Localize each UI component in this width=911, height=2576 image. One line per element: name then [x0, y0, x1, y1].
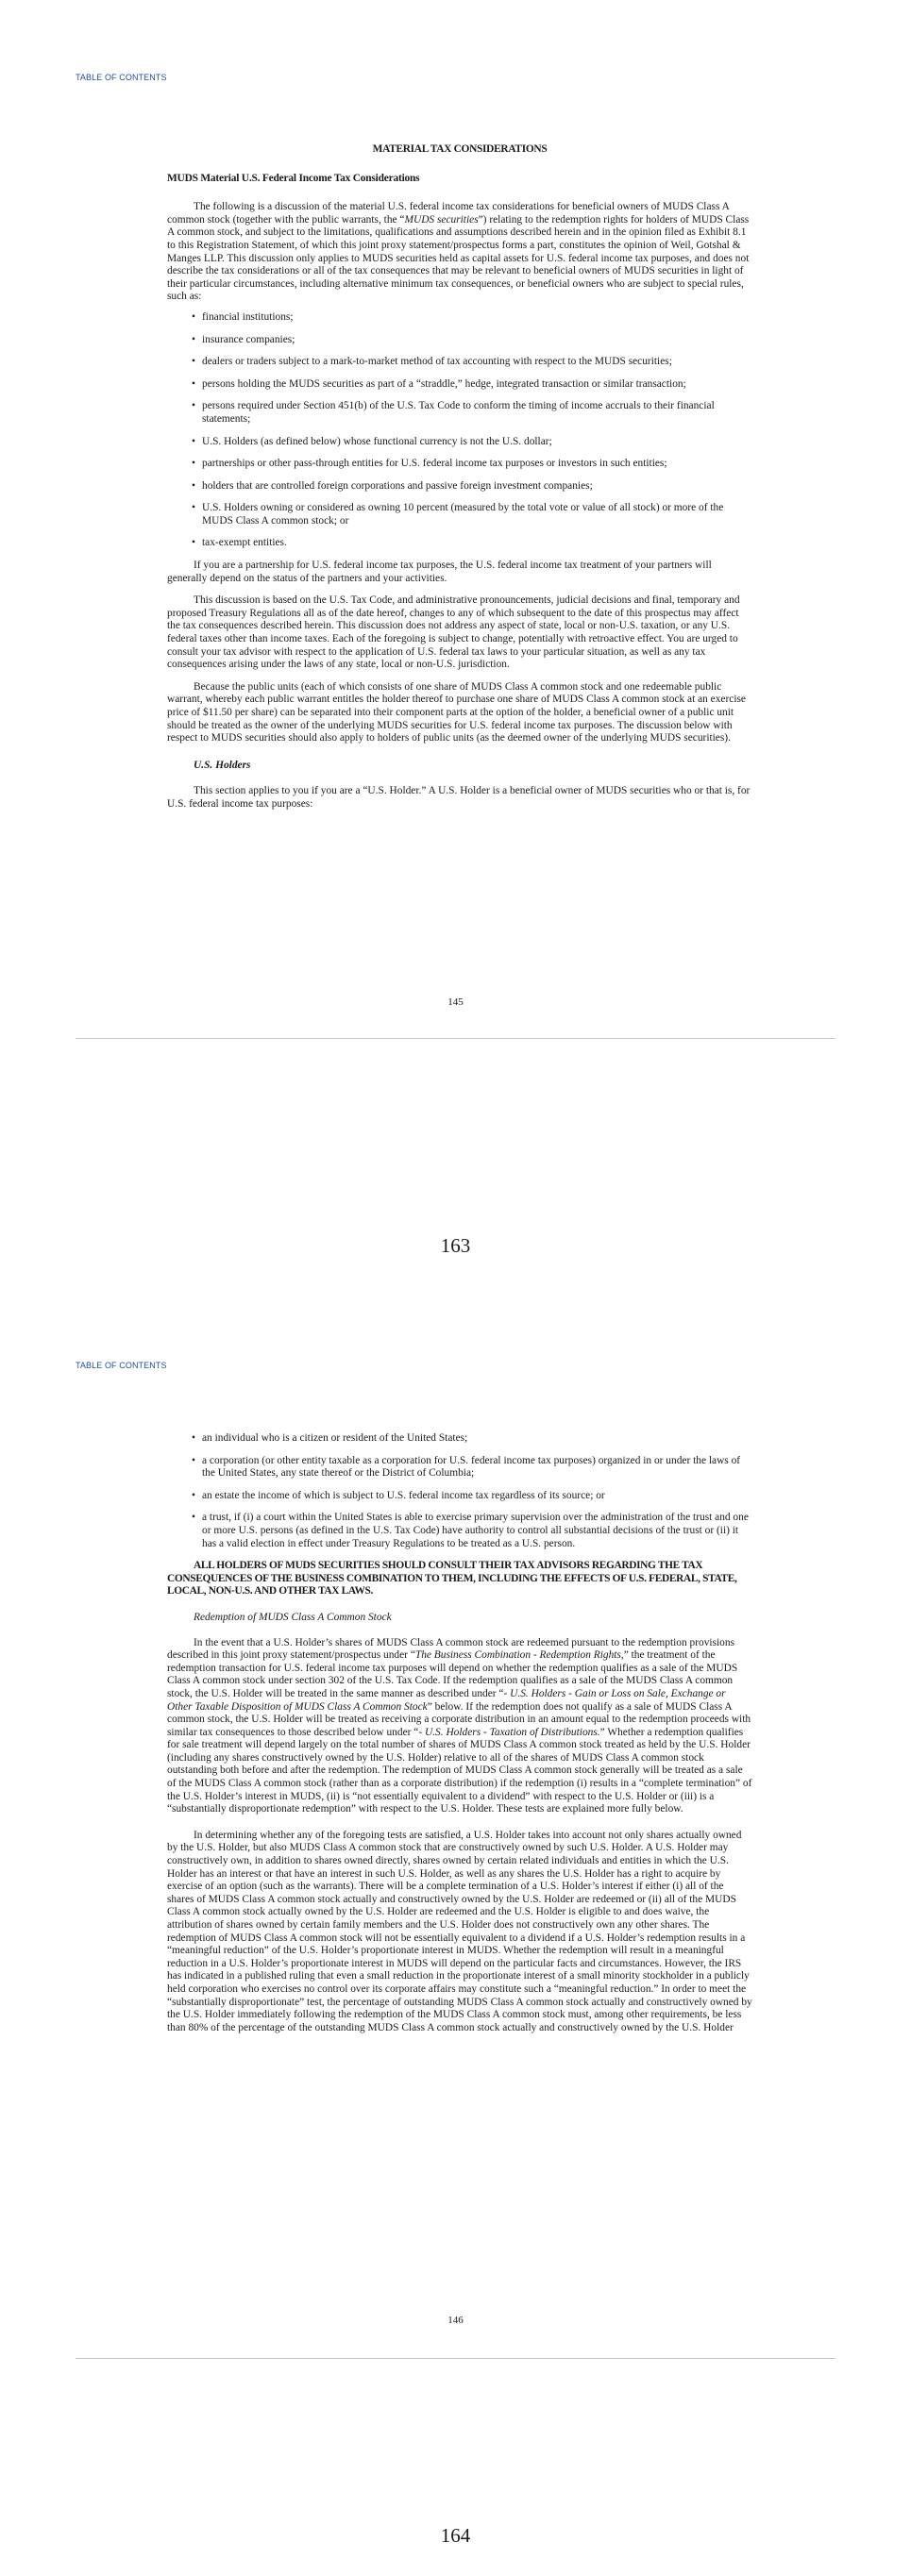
list-item: • persons required under Section 451(b) of the U.S. Tax Code to conform the timing of income accruals to their financial statements; [192, 400, 715, 425]
tax-advisor-notice: ALL HOLDERS OF MUDS SECURITIES SHOULD CONSULT THEIR TAX ADVISORS REGARDING THE TAX CONSEQUENCES OF THE BUSINESS COMBINATION TO THEM, INCLUDING THE EFFECTS OF U.S. FEDERAL, STATE, LOCAL, NON-U.S. AND OTHER TAX LAWS. [167, 1560, 737, 1597]
constructive-ownership-paragraph: In determining whether any of the foregoing tests are satisfied, a U.S. Holder takes into account not only shares actually owned by the U.S. Holder, but also MUDS Class A common stock that are constructively owned by such U.S. Holder. A U.S. Holder may constructively own, in addition to shares owned directly, shares owned by certain related individuals and entities in which the U.S. Holder has an interest or that have an interest in such U.S. Holder, as well as any shares the U.S. Holder has a right to acquire by exercise of an option (such as the warrants). There will be a complete termination of a U.S. Holder’s interest if either (i) all of the shares of MUDS Class A common stock actually and constructively owned by the U.S. Holder are redeemed or (ii) all of the MUDS Class A common stock actually owned by the U.S. Holder are redeemed and the U.S. Holder is eligible to and does waive, the attribution of shares owned by certain family members and the U.S. Holder does not constructively own any other shares. The redemption of MUDS Class A common stock will not be essentially equivalent to a dividend if a U.S. Holder’s redemption results in a “meaningful reduction” of the U.S. Holder’s proportionate interest in MUDS. Whether the redemption will result in a meaningful reduction in a U.S. Holder’s proportionate interest in MUDS will depend on the particular facts and circumstances. However, the IRS has indicated in a published ruling that even a small reduction in the proportionate interest of a small minority stockholder in a publicly held corporation who exercises no control over its corporate affairs may constitute such a “meaningful reduction.” In order to meet the “substantially disproportionate” test, the percentage of outstanding MUDS Class A common stock actually and constructively owned by the U.S. Holder immediately following the redemption of the MUDS Class A common stock must, among other requirements, be less than 80% of the percentage of the outstanding MUDS Class A common stock actually and constructively owned by the U.S. Holder [167, 1829, 752, 2033]
page-146-content [167, 1432, 752, 2034]
special-rules-list [167, 311, 752, 550]
page-divider [76, 2358, 835, 2359]
intro-paragraph: The following is a discussion of the material U.S. federal income tax considerations for beneficial owners of MUDS Class A common stock (together with the public warrants, the “MUDS securities”) relating to the redemption rights for holders of MUDS Class A common stock, and subject to the limitations, qualifications and assumptions described herein and in the opinion filed as Exhibit 8.1 to this Registration Statement, of which this joint proxy statement/prospectus forms a part, constitutes the opinion of Weil, Gotshal & Manges LLP. This discussion only applies to MUDS securities held as capital assets for U.S. federal income tax purposes, and does not describe the tax considerations or all of the tax consequences that may be relevant to beneficial owners of MUDS securities in light of their particular circumstances, including alternative minimum tax consequences, or beneficial owners who are subject to special rules, such as: [167, 201, 750, 303]
cross-reference: - U.S. Holders - Taxation of Distributions. [418, 1726, 600, 1738]
table-of-contents-link[interactable]: TABLE OF CONTENTS [76, 1361, 167, 1370]
list-item: • a corporation (or other entity taxable as a corporation for U.S. federal income tax purposes) organized in or under the laws of the United States, any state thereof or the District of Columbia; [192, 1454, 741, 1480]
defined-term: MUDS securities [404, 213, 479, 226]
page-number: 145 [447, 996, 464, 1008]
list-item: • financial institutions; [192, 310, 294, 323]
list-item: • an individual who is a citizen or resident of the United States; [192, 1432, 468, 1444]
basis-paragraph: This discussion is based on the U.S. Tax Code, and administrative pronouncements, judicial decisions and final, temporary and proposed Treasury Regulations all as of the date hereof, changes to any of which subsequent to the date of this prospectus may affect the tax consequences described herein. This discussion does not address any aspect of state, local or non-U.S. taxation, or any U.S. federal taxes other than income taxes. Each of the foregoing is subject to change, potentially with retroactive effect. You are urged to consult your tax advisor with respect to the application of U.S. federal tax laws to your particular situation, as well as any tax consequences arising under the laws of any state, local or non-U.S. jurisdiction. [167, 594, 740, 671]
list-item: • dealers or traders subject to a mark-to-market method of tax accounting with respect to the MUDS securities; [192, 356, 672, 368]
partnership-paragraph: If you are a partnership for U.S. federal income tax purposes, the U.S. federal income tax treatment of your partners will generally depend on the status of the partners and your activities. [167, 560, 712, 584]
pdf-page-number: 164 [440, 2524, 471, 2547]
list-item: • insurance companies; [192, 333, 295, 345]
pdf-page-number: 163 [440, 1234, 471, 1257]
list-item: • persons holding the MUDS securities as part of a “straddle,” hedge, integrated transaction or similar transaction; [192, 377, 686, 390]
page-145-content [167, 143, 752, 811]
table-of-contents-link[interactable]: TABLE OF CONTENTS [76, 73, 167, 82]
page-number: 146 [447, 2315, 464, 2326]
redemption-paragraph: In the event that a U.S. Holder’s shares of MUDS Class A common stock are redeemed pursuant to the redemption provisions described in this joint proxy statement/prospectus under “The Business Combination - Redemption Rights,” the treatment of the redemption transaction for U.S. federal income tax purposes will depend on whether the redemption qualifies as a sale of the MUDS Class A common stock under section 302 of the U.S. Tax Code. If the redemption qualifies as a sale of the MUDS Class A common stock, the U.S. Holder will be treated in the same manner as described under “- U.S. Holders - Gain or Loss on Sale, Exchange or Other Taxable Disposition of MUDS Class A Common Stock” below. If the redemption does not qualify as a sale of MUDS Class A common stock, the U.S. Holder will be treated as receiving a corporate distribution in an amount equal to the redemption proceeds with similar tax consequences to those described below under “- U.S. Holders - Taxation of Distributions.” Whether a redemption qualifies for sale treatment will depend largely on the total number of shares of MUDS Class A common stock treated as held by the U.S. Holder (including any shares constructively owned by the U.S. Holder) relative to all of the shares of MUDS Class A common stock outstanding both before and after the redemption. The redemption of MUDS Class A common stock generally will be treated as a sale of the MUDS Class A common stock (rather than as a corporate distribution) if the redemption (i) results in a “complete termination” of the U.S. Holder’s interest in MUDS, (ii) is “not essentially equivalent to a dividend” with respect to the U.S. Holder or (iii) is a “substantially disproportionate redemption” with respect to the U.S. Holder. These tests are explained more fully below. [167, 1636, 752, 1815]
list-item: • holders that are controlled foreign corporations and passive foreign investment companies; [192, 479, 593, 492]
redemption-heading: Redemption of MUDS Class A Common Stock [194, 1611, 392, 1623]
page-divider [76, 1038, 835, 1039]
list-item: • partnerships or other pass-through entities for U.S. federal income tax purposes or investors in such entities; [192, 458, 667, 470]
list-item: • a trust, if (i) a court within the United States is able to exercise primary supervision over the administration of the trust and one or more U.S. persons (as defined in the U.S. Tax Code) have authority to control all substantial decisions of the trust or (ii) it has a valid election in effect under Treasury Regulations to be treated as a U.S. person. [192, 1512, 749, 1549]
list-item: • U.S. Holders owning or considered as owning 10 percent (measured by the total vote or value of all stock) or more of the MUDS Class A common stock; or [192, 502, 724, 527]
units-paragraph: Because the public units (each of which consists of one share of MUDS Class A common stock and one redeemable public warrant, whereby each public warrant entitles the holder thereof to purchase one share of MUDS Class A common stock at an exercise price of $11.50 per share) can be separated into their component parts at the option of the holder, a beneficial owner of a public unit should be treated as the owner of the underlying MUDS securities for U.S. federal income tax purposes. The discussion below with respect to MUDS securities should also apply to holders of public units (as the deemed owner of the underlying MUDS securities). [167, 680, 746, 744]
us-holder-definition-list [167, 1432, 752, 1550]
cross-reference: The Business Combination - Redemption Rights [414, 1649, 621, 1662]
list-item: • an estate the income of which is subject to U.S. federal income tax regardless of its source; or [192, 1489, 605, 1501]
us-holders-paragraph: This section applies to you if you are a “U.S. Holder.” A U.S. Holder is a beneficial owner of MUDS securities who or that is, for U.S. federal income tax purposes: [167, 785, 751, 810]
cross-reference: - U.S. Holders - Gain or Loss on Sale, Exchange or Other Taxable Disposition of MUDS Class A Common Stock [167, 1687, 726, 1713]
list-item: • tax-exempt entities. [192, 537, 287, 549]
subsection-heading: MUDS Material U.S. Federal Income Tax Considerations [167, 172, 420, 184]
list-item: • U.S. Holders (as defined below) whose functional currency is not the U.S. dollar; [192, 435, 552, 447]
section-title: MATERIAL TAX CONSIDERATIONS [372, 143, 548, 155]
us-holders-heading: U.S. Holders [194, 759, 251, 771]
